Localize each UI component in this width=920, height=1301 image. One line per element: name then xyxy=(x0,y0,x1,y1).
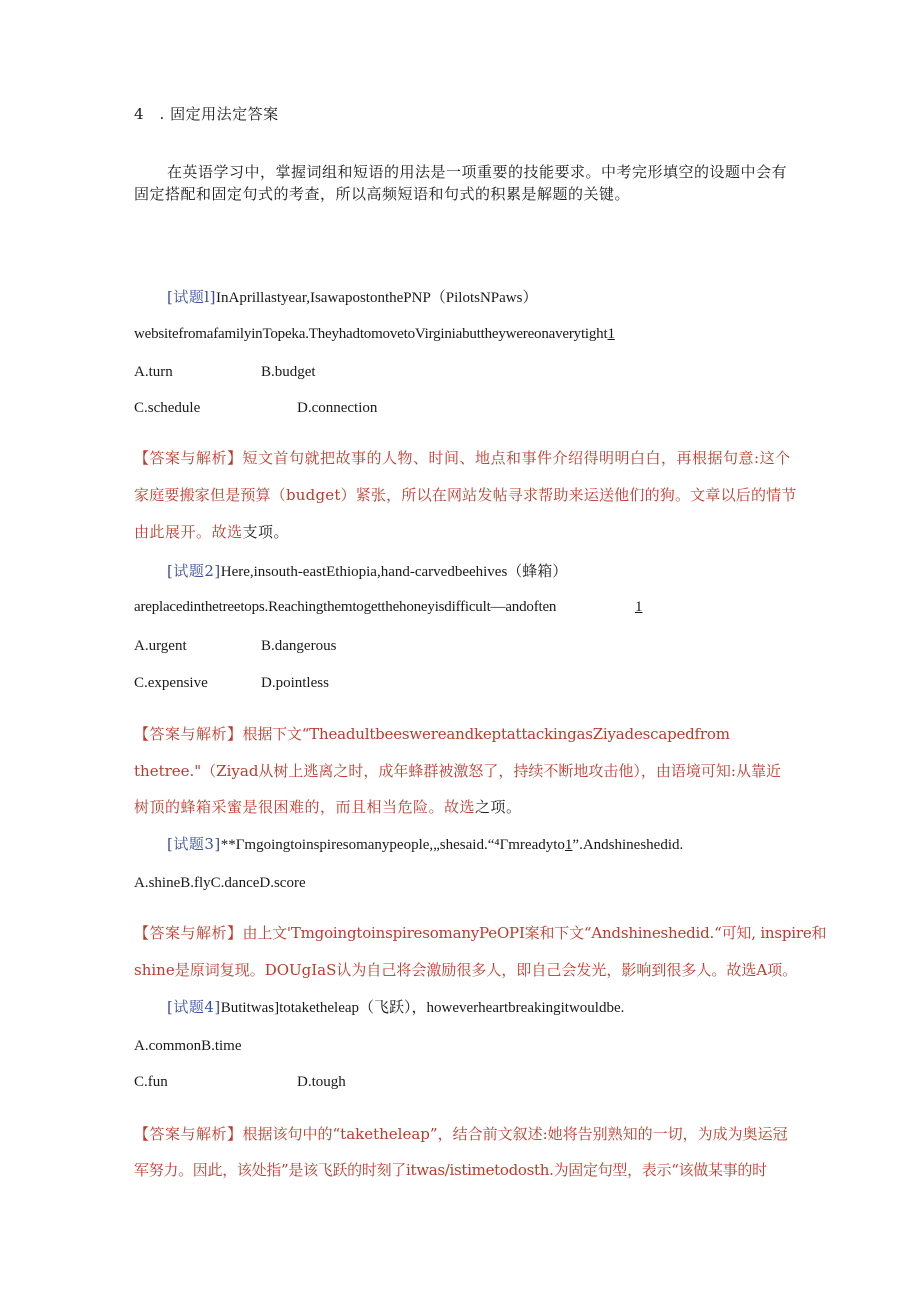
question-4-option-c: C.fun xyxy=(134,1074,168,1090)
question-4-text-1: Butitwas]totaketheleap（飞跃），howeverheartbreakingitwouldbe. xyxy=(220,1000,625,1016)
question-2-line-2: areplacedinthetreetops.Reachingthemtogetthehoneyisdifficult—andoften xyxy=(134,599,557,615)
question-2-tag: [试题2] xyxy=(167,562,221,580)
question-1-text-1: InAprillastyear,IsawapostonthePNP（PilotsNPaws） xyxy=(216,290,538,306)
answer-1-text-1: 短文首句就把故事的人物、时间、地点和事件介绍得明明白白，再根据句意:这个 xyxy=(242,449,791,467)
answer-3-line-1 xyxy=(134,923,826,943)
question-2-option-d: D.pointless xyxy=(261,675,329,691)
answer-1-tag: 【答案与解析】 xyxy=(134,449,243,467)
question-3-line-1 xyxy=(167,834,683,855)
question-1-tag: [试题l] xyxy=(167,288,217,306)
answer-1-line-3 xyxy=(134,522,289,542)
question-1-text-2: websitefromafamilyinTopeka.TheyhadtomovetoVirginiabuttheywereonaverytight xyxy=(134,326,608,342)
answer-4-line-1 xyxy=(134,1124,788,1144)
question-1-blank: 1 xyxy=(607,326,615,342)
question-1-option-d: D.connection xyxy=(297,400,378,416)
question-1-line-1 xyxy=(167,287,537,308)
section-heading: 4 . 固定用法定答案 xyxy=(134,105,279,123)
question-2-option-b: B.dangerous xyxy=(261,638,337,654)
question-4-line-1 xyxy=(167,997,624,1018)
intro-line-1: 在英语学习中，掌握词组和短语的用法是一项重要的技能要求。中考完形填空的设题中会有 xyxy=(167,163,788,181)
answer-4-tag: 【答案与解析】 xyxy=(134,1125,243,1143)
intro-line-2: 固定搭配和固定句式的考查，所以高频短语和句式的积累是解题的关键。 xyxy=(134,185,631,203)
question-3-options: A.shineB.flyC.danceD.score xyxy=(134,875,306,891)
answer-3-text-1: 由上文'TmgoingtoinspiresomanyPeOPI案和下文“Andshineshedid.“可知, inspire和 xyxy=(242,924,827,942)
answer-1-text-3: 由此展开。故选 xyxy=(134,523,243,541)
question-4-options-ab: A.commonB.time xyxy=(134,1038,242,1054)
question-1-option-c: C.schedule xyxy=(134,400,201,416)
answer-2-text-3: 树顶的蜂箱采蜜是很困难的，而且相当危险。故选 xyxy=(134,798,476,816)
question-2-line-1 xyxy=(167,561,567,582)
question-2-option-c: C.expensive xyxy=(134,675,208,691)
question-1-option-a: A.turn xyxy=(134,364,173,380)
answer-1-text-3-end: 支项。 xyxy=(242,523,290,541)
answer-1-line-2: 家庭要搬家但是预算（budget）紧张，所以在网站发帖寻求帮助来运送他们的狗。文章以后的情节 xyxy=(134,486,797,504)
question-1-line-2 xyxy=(134,324,615,344)
answer-2-line-1 xyxy=(134,724,730,744)
answer-3-tag: 【答案与解析】 xyxy=(134,924,243,942)
answer-2-line-2: thetree."（Ziyad从树上逃离之时，成年蜂群被激怒了，持续不断地攻击他），由语境可知:从靠近 xyxy=(134,762,781,780)
question-3-blank: 1 xyxy=(564,837,573,853)
question-4-option-d: D.tough xyxy=(297,1074,346,1090)
question-4-tag: [试题4] xyxy=(167,998,221,1016)
answer-4-text-1: 根据该句中的“taketheleap”，结合前文叙述:她将告别熟知的一切，为成为奥运冠 xyxy=(242,1125,788,1143)
answer-2-tag: 【答案与解析】 xyxy=(134,725,243,743)
question-2-option-a: A.urgent xyxy=(134,638,187,654)
question-2-blank: 1 xyxy=(635,599,643,615)
answer-1-line-1 xyxy=(134,448,791,468)
answer-2-line-3 xyxy=(134,797,522,817)
answer-3-line-2: shine是原词复现。DOUgIaS认为自己将会激励很多人，即自己会发光，影响到很多人。故选A项。 xyxy=(134,961,798,979)
question-3-tag: [试题3] xyxy=(167,835,221,853)
answer-2-text-3-end: 之项。 xyxy=(475,798,522,816)
answer-4-line-2: 军努力。因此，该处指”是该飞跃的时刻了itwas/istimetodosth.为固定句型，表示“该做某事的时 xyxy=(134,1161,767,1179)
question-2-text-1: Here,insouth-eastEthiopia,hand-carvedbeehives（蜂箱） xyxy=(220,564,568,580)
question-1-option-b: B.budget xyxy=(261,364,316,380)
question-3-text-1: **Γmgoingtoinspiresomanypeople,„shesaid.“⁴Γmreadyto xyxy=(220,837,565,853)
answer-2-text-1: 根据下文“TheadultbeeswereandkeptattackingasZiyadescapedfrom xyxy=(242,725,730,743)
question-3-text-end: ”.Andshineshedid. xyxy=(572,837,684,853)
